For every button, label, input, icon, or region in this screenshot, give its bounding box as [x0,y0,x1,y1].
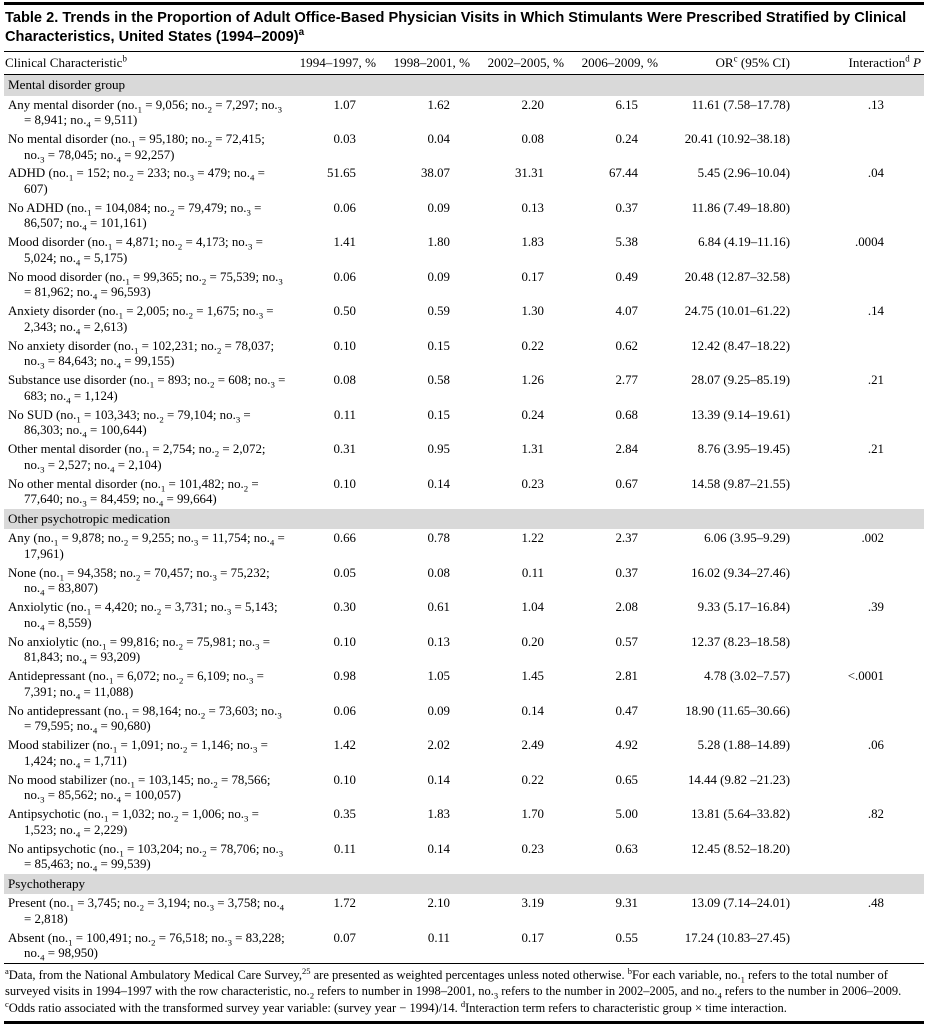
pct-1994-1997-cell: 0.07 [333,930,356,945]
table-row [4,337,924,371]
pct-1994-1997-cell: 0.11 [333,407,356,422]
pct-2002-2005-cell: 3.19 [521,896,544,911]
pct-1994-1997-cell: 1.41 [333,235,356,250]
interaction-p-cell [808,840,924,874]
characteristic-cell: Absent ($no._1 = 100,491$; $no._2 = 76,518$; $no._3 = 83,228$; $no._4 = 98,950$) [8,930,285,963]
table-title: Table 2. Trends in the Proportion of Adult Office-Based Physician Visits in Which Stimulants Were Prescribed Stratified by Clinical Characteristics, United States (1994–2009)$^a$ [5,10,907,45]
pct-1998-2001-cell: 0.95 [427,442,450,457]
pct-2002-2005-cell: 1.04 [521,600,544,615]
or-95ci-cell: 11.86 (7.49–18.80) [691,200,790,215]
or-95ci-cell: 12.37 (8.23–18.58) [691,634,790,649]
or-95ci-cell: 6.84 (4.19–11.16) [698,235,790,250]
clinical-characteristics-table [4,51,924,963]
pct-1994-1997-cell: 0.66 [333,531,356,546]
or-95ci-cell: 20.48 (12.87–32.58) [684,269,790,284]
header-row [4,52,924,75]
interaction-p-cell [808,702,924,736]
interaction-p-cell: .06 [867,738,884,753]
pct-1998-2001-cell: 0.78 [427,531,450,546]
pct-2002-2005-cell: 0.17 [521,269,544,284]
pct-2002-2005-cell: 1.26 [521,373,544,388]
table-footnotes: $^a$Data, from the National Ambulatory Medical Care Survey,$^{25}$ are presented as weighted percentages unless noted otherwise. $^b$For each variable, $no._1$ refers to the total number of surveyed visits in 1994–1997 with the row characteristic, $no._2$ refers to number in 1998–2001, $no._3$ refers to the number in 2002–2005, and $no._4$ refers to the number in 2006–2009. $^c$Odds ratio associated with the transformed survey year variable: (survey year − 1994)/14. $^d$Interaction term refers to characteristic group × time interaction. [4,963,924,1021]
characteristic-cell: Anxiety disorder ($no._1 = 2,005$; $no._2 = 1,675$; $no._3 = 2,343$; $no._4 = 2,613$) [8,304,274,337]
header-or-95ci: $OR^c$ (95% CI) [668,52,808,75]
pct-1994-1997-cell: 0.06 [333,703,356,718]
pct-1998-2001-cell: 0.09 [427,269,450,284]
section-label: Other psychotropic medication [4,509,924,529]
interaction-p-cell: .39 [867,600,884,615]
pct-2006-2009-cell: 0.65 [615,772,638,787]
pct-2006-2009-cell: 0.63 [615,841,638,856]
or-95ci-cell: 8.76 (3.95–19.45) [697,442,790,457]
pct-2002-2005-cell: 1.45 [521,669,544,684]
pct-2006-2009-cell: 4.07 [615,304,638,319]
interaction-p-cell: .21 [867,442,884,457]
pct-2002-2005-cell: 0.13 [521,200,544,215]
pct-2006-2009-cell: 2.81 [615,669,638,684]
pct-1998-2001-cell: 0.09 [427,703,450,718]
characteristic-cell: Mood stabilizer ($no._1 = 1,091$; $no._2 = 1,146$; $no._3 = 1,424$; $no._4 = 1,711$) [8,738,268,771]
pct-1998-2001-cell: 0.14 [427,772,450,787]
pct-1998-2001-cell: 0.61 [427,600,450,615]
pct-2006-2009-cell: 2.37 [615,531,638,546]
pct-1994-1997-cell: 1.72 [333,896,356,911]
characteristic-cell: No antipsychotic ($no._1 = 103,204$; $no._2 = 78,706$; $no._3 = 85,463$; $no._4 = 99,539$) [8,841,284,874]
interaction-p-cell: .82 [867,807,884,822]
or-95ci-cell: 6.06 (3.95–9.29) [704,531,790,546]
header-interaction-p: Interaction$^d$ P [808,52,924,75]
table-row [4,371,924,405]
or-95ci-cell: 24.75 (10.01–61.22) [684,304,790,319]
pct-2002-2005-cell: 0.14 [521,703,544,718]
interaction-p-cell: .13 [867,97,884,112]
header-pct-1994-1997: 1994–1997, % [292,52,386,75]
pct-1994-1997-cell: 0.03 [333,132,356,147]
characteristic-cell: No SUD ($no._1 = 103,343$; $no._2 = 79,104$; $no._3 = 86,303$; $no._4 = 100,644$) [8,407,251,440]
pct-2002-2005-cell: 2.20 [521,97,544,112]
pct-1998-2001-cell: 0.14 [427,841,450,856]
or-95ci-cell: 16.02 (9.34–27.46) [691,565,790,580]
characteristic-cell: No mental disorder ($no._1 = 95,180$; $no._2 = 72,415$; $no._3 = 78,045$; $no._4 = 92,257$) [8,132,265,165]
table-row [4,130,924,164]
section-row [4,874,924,894]
pct-2006-2009-cell: 2.08 [615,600,638,615]
interaction-p-cell [808,564,924,598]
interaction-p-cell: .21 [867,373,884,388]
characteristic-cell: Antidepressant ($no._1 = 6,072$; $no._2 = 6,109$; $no._3 = 7,391$; $no._4 = 11,088$) [8,669,264,702]
pct-1994-1997-cell: 0.35 [333,807,356,822]
table-row [4,164,924,198]
characteristic-cell: Antipsychotic ($no._1 = 1,032$; $no._2 = 1,006$; $no._3 = 1,523$; $no._4 = 2,229$) [8,807,259,840]
pct-1994-1997-cell: 0.06 [333,200,356,215]
characteristic-cell: Other mental disorder ($no._1 = 2,754$; $no._2 = 2,072$; $no._3 = 2,527$; $no._4 = 2,104$) [8,442,266,475]
pct-2002-2005-cell: 1.31 [521,442,544,457]
or-95ci-cell: 13.39 (9.14–19.61) [691,407,790,422]
pct-1998-2001-cell: 38.07 [420,166,450,181]
pct-1994-1997-cell: 0.05 [333,565,356,580]
interaction-p-cell [808,337,924,371]
characteristic-cell: No anxiety disorder ($no._1 = 102,231$; $no._2 = 78,037$; $no._3 = 84,643$; $no._4 = 99,155$) [8,338,275,371]
table-row [4,529,924,563]
pct-2006-2009-cell: 6.15 [615,97,638,112]
pct-1998-2001-cell: 0.08 [427,565,450,580]
interaction-p-cell: .002 [861,531,884,546]
or-95ci-cell: 14.58 (9.87–21.55) [691,476,790,491]
pct-1994-1997-cell: 51.65 [326,166,356,181]
characteristic-cell: Substance use disorder ($no._1 = 893$; $no._2 = 608$; $no._3 = 683$; $no._4 = 1,124$) [8,373,286,406]
pct-1998-2001-cell: 1.62 [427,97,450,112]
pct-2002-2005-cell: 0.17 [521,930,544,945]
pct-2006-2009-cell: 0.37 [615,565,638,580]
table-row [4,840,924,874]
or-95ci-cell: 14.44 (9.82 –21.23) [687,772,790,787]
interaction-p-cell [808,130,924,164]
pct-1998-2001-cell: 1.80 [427,235,450,250]
pct-1994-1997-cell: 0.10 [333,634,356,649]
pct-2006-2009-cell: 0.67 [615,476,638,491]
pct-2006-2009-cell: 67.44 [608,166,638,181]
or-95ci-cell: 12.45 (8.52–18.20) [691,841,790,856]
table-row [4,771,924,805]
pct-2006-2009-cell: 5.38 [615,235,638,250]
pct-2006-2009-cell: 2.77 [615,373,638,388]
pct-1998-2001-cell: 0.58 [427,373,450,388]
pct-2006-2009-cell: 9.31 [615,896,638,911]
interaction-p-cell [808,406,924,440]
pct-1998-2001-cell: 0.15 [427,407,450,422]
interaction-p-cell: .0004 [854,235,884,250]
pct-2006-2009-cell: 0.24 [615,132,638,147]
pct-2002-2005-cell: 0.23 [521,841,544,856]
header-pct-2006-2009: 2006–2009, % [574,52,668,75]
pct-1998-2001-cell: 0.11 [427,930,450,945]
header-pct-1998-2001: 1998–2001, % [386,52,480,75]
pct-1998-2001-cell: 1.83 [427,807,450,822]
pct-1994-1997-cell: 0.06 [333,269,356,284]
pct-2006-2009-cell: 0.55 [615,930,638,945]
characteristic-cell: No antidepressant ($no._1 = 98,164$; $no._2 = 73,603$; $no._3 = 79,595$; $no._4 = 90,680$) [8,703,282,736]
pct-2006-2009-cell: 0.68 [615,407,638,422]
pct-1994-1997-cell: 0.11 [333,841,356,856]
characteristic-cell: Present ($no._1 = 3,745$; $no._2 = 3,194$; $no._3 = 3,758$; $no._4 = 2,818$) [8,896,285,926]
interaction-p-cell: <.0001 [847,669,884,684]
interaction-p-cell: .04 [867,166,884,181]
table-row [4,633,924,667]
pct-2002-2005-cell: 0.23 [521,476,544,491]
pct-2006-2009-cell: 0.57 [615,634,638,649]
table-row [4,805,924,839]
interaction-p-cell [808,771,924,805]
characteristic-cell: Any mental disorder ($no._1 = 9,056$; $no._2 = 7,297$; $no._3 = 8,941$; $no._4 = 9,511$) [8,97,283,130]
pct-1994-1997-cell: 0.08 [333,373,356,388]
section-label: Psychotherapy [4,874,924,894]
pct-1998-2001-cell: 0.14 [427,476,450,491]
table-row [4,929,924,963]
table-row [4,302,924,336]
table-header [4,52,924,75]
interaction-p-cell: .48 [867,896,884,911]
pct-2002-2005-cell: 1.22 [521,531,544,546]
pct-1998-2001-cell: 1.05 [427,669,450,684]
pct-2002-2005-cell: 2.49 [521,738,544,753]
characteristic-cell: Mood disorder ($no._1 = 4,871$; $no._2 = 4,173$; $no._3 = 5,024$; $no._4 = 5,175$) [8,235,263,268]
pct-2006-2009-cell: 5.00 [615,807,638,822]
pct-1998-2001-cell: 0.04 [427,132,450,147]
table-row [4,736,924,770]
section-row [4,509,924,529]
interaction-p-cell [808,475,924,509]
characteristic-cell: Any ($no._1 = 9,878$; $no._2 = 9,255$; $no._3 = 11,754$; $no._4 = 17,961$) [8,531,285,561]
interaction-p-cell [808,633,924,667]
pct-1998-2001-cell: 0.13 [427,634,450,649]
pct-2006-2009-cell: 0.47 [615,703,638,718]
pct-2006-2009-cell: 0.37 [615,200,638,215]
characteristic-cell: No ADHD ($no._1 = 104,084$; $no._2 = 79,479$; $no._3 = 86,507$; $no._4 = 101,161$) [8,200,262,234]
header-pct-2002-2005: 2002–2005, % [480,52,574,75]
table-row [4,406,924,440]
or-95ci-cell: 13.09 (7.14–24.01) [691,896,790,911]
pct-2002-2005-cell: 0.24 [521,407,544,422]
or-95ci-cell: 18.90 (11.65–30.66) [685,703,790,718]
pct-1998-2001-cell: 0.09 [427,200,450,215]
pct-1998-2001-cell: 2.02 [427,738,450,753]
section-label: Mental disorder group [4,75,924,96]
pct-2002-2005-cell: 0.20 [521,634,544,649]
interaction-p-cell [808,199,924,233]
pct-2002-2005-cell: 31.31 [514,166,544,181]
table-row [4,96,924,130]
or-95ci-cell: 5.28 (1.88–14.89) [697,738,790,753]
pct-2002-2005-cell: 0.22 [521,772,544,787]
pct-2006-2009-cell: 2.84 [615,442,638,457]
or-95ci-cell: 17.24 (10.83–27.45) [684,930,790,945]
or-95ci-cell: 20.41 (10.92–38.18) [684,132,790,147]
table-row [4,233,924,267]
pct-2006-2009-cell: 0.49 [615,269,638,284]
pct-1994-1997-cell: 0.31 [333,442,356,457]
table-row [4,199,924,233]
pct-1994-1997-cell: 0.50 [333,304,356,319]
or-95ci-cell: 9.33 (5.17–16.84) [697,600,790,615]
pct-2006-2009-cell: 0.62 [615,338,638,353]
table-row [4,894,924,928]
pct-2002-2005-cell: 1.70 [521,807,544,822]
pct-1994-1997-cell: 1.42 [333,738,356,753]
interaction-p-cell: .14 [867,304,884,319]
characteristic-cell: No mood stabilizer ($no._1 = 103,145$; $no._2 = 78,566$; $no._3 = 85,562$; $no._4 = 100,057$) [8,772,271,805]
table-body [4,75,924,963]
interaction-p-cell [808,268,924,302]
pct-1994-1997-cell: 0.10 [333,772,356,787]
pct-2006-2009-cell: 4.92 [615,738,638,753]
characteristic-cell: No other mental disorder ($no._1 = 101,482$; $no._2 = 77,640$; $no._3 = 84,459$; $no._4 = 99,664$) [8,476,259,509]
pct-1994-1997-cell: 0.30 [333,600,356,615]
table-row [4,440,924,474]
pct-1994-1997-cell: 0.98 [333,669,356,684]
table-row [4,564,924,598]
characteristic-cell: Anxiolytic ($no._1 = 4,420$; $no._2 = 3,731$; $no._3 = 5,143$; $no._4 = 8,559$) [8,600,278,633]
characteristic-cell: No anxiolytic ($no._1 = 99,816$; $no._2 = 75,981$; $no._3 = 81,843$; $no._4 = 93,209$) [8,634,271,667]
table-row [4,598,924,632]
interaction-p-cell [808,929,924,963]
or-95ci-cell: 11.61 (7.58–17.78) [691,97,790,112]
characteristic-cell: None ($no._1 = 94,358$; $no._2 = 70,457$; $no._3 = 75,232$; $no._4 = 83,807$) [8,565,270,598]
table-row [4,475,924,509]
pct-1998-2001-cell: 0.59 [427,304,450,319]
pct-2002-2005-cell: 0.22 [521,338,544,353]
table-row [4,667,924,701]
or-95ci-cell: 28.07 (9.25–85.19) [691,373,790,388]
table-row [4,268,924,302]
or-95ci-cell: 13.81 (5.64–33.82) [691,807,790,822]
table-row [4,702,924,736]
pct-1998-2001-cell: 0.15 [427,338,450,353]
or-95ci-cell: 12.42 (8.47–18.22) [691,338,790,353]
pct-1994-1997-cell: 1.07 [333,97,356,112]
pct-2002-2005-cell: 1.30 [521,304,544,319]
pct-2002-2005-cell: 0.11 [521,565,544,580]
pct-2002-2005-cell: 0.08 [521,132,544,147]
or-95ci-cell: 5.45 (2.96–10.04) [697,166,790,181]
pct-1994-1997-cell: 0.10 [333,476,356,491]
characteristic-cell: ADHD ($no._1 = 152$; $no._2 = 233$; $no._3 = 479$; $no._4 = 607$) [8,166,265,196]
header-clinical-characteristic: Clinical Characteristic$^b$ [4,52,292,75]
pct-2002-2005-cell: 1.83 [521,235,544,250]
characteristic-cell: No mood disorder ($no._1 = 99,365$; $no._2 = 75,539$; $no._3 = 81,962$; $no._4 = 96,593$) [8,269,283,302]
pct-1994-1997-cell: 0.10 [333,338,356,353]
pct-1998-2001-cell: 2.10 [427,896,450,911]
section-row [4,75,924,96]
or-95ci-cell: 4.78 (3.02–7.57) [704,669,790,684]
